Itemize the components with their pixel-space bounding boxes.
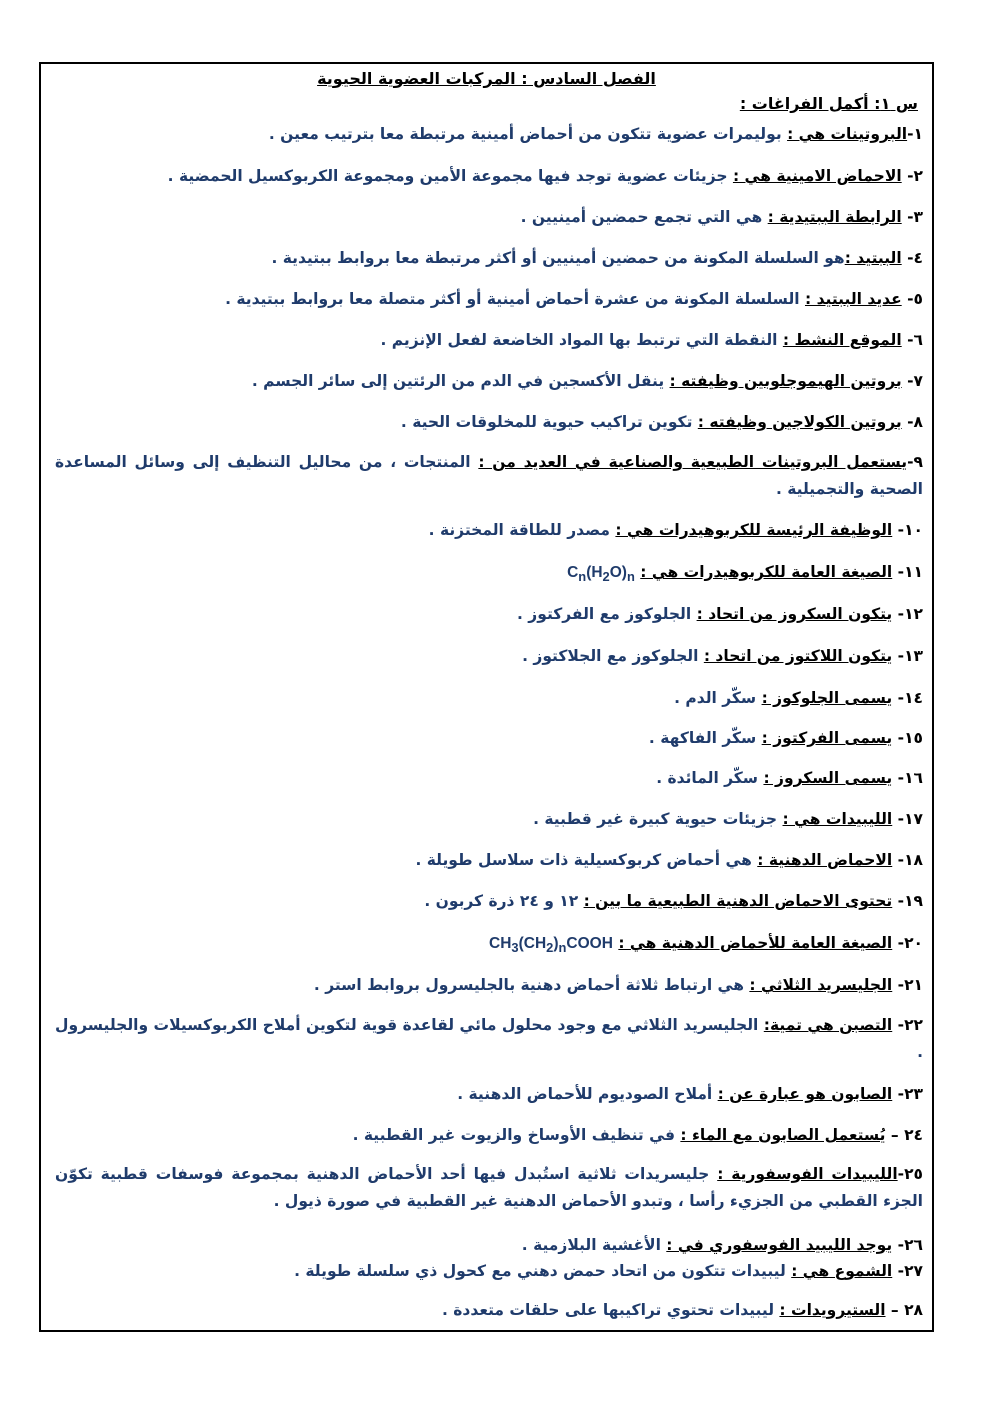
list-item: ٦- الموقع النشط : النقطة التي ترتبط بها المواد الخاضعة لفعل الإنزيم . — [380, 331, 923, 349]
list-item: ٢٣- الصابون هو عبارة عن : أملاح الصوديوم للأحماض الدهنية . — [457, 1085, 923, 1103]
carbohydrate-formula: $C_n(H_2O)_n$ — [567, 564, 635, 585]
list-item: ٧- بروتين الهيموجلوبين وظيفته : ينقل الأكسجين في الدم من الرئتين إلى سائر الجسم . — [251, 372, 923, 390]
list-item: ٢- الاحماض الامينية هي : جزيئات عضوية توجد فيها مجموعة الأمين ومجموعة الكربوكسيل الحمضية . — [167, 167, 923, 185]
list-item: ١٦- يسمى السكروز : سكّر المائدة . — [656, 769, 923, 787]
fatty-acid-formula: $CH_3(CH_2)_nCOOH$ — [489, 935, 613, 956]
list-item: ١٥- يسمى الفركتوز : سكّر الفاكهة . — [648, 729, 923, 747]
list-item: ٣- الرابطة الببتيدية : هي التي تجمع حمضين أمينيين . — [520, 208, 923, 226]
list-item: ٩-يستعمل البروتينات الطبيعية والصناعية في العديد من : المنتجات ، من محاليل التنظيف إلى وسائل المساعدة الصحية والتجميلية . — [55, 453, 923, 498]
list-item: ١-البروتينات هي : بوليمرات عضوية تتكون من أحماض أمينية مرتبطة معا بترتيب معين . — [268, 125, 923, 143]
list-item: ١٠- الوظيفة الرئيسة للكربوهيدرات هي : مصدر للطاقة المختزنة . — [428, 521, 923, 539]
list-item: ٥- عديد الببتيد : السلسلة المكونة من عشرة أحماض أمينية أو أكثر متصلة معا بروابط ببتيدية . — [225, 290, 923, 308]
list-item: ٢٢- التصبن هي تمية: الجليسريد الثلاثي مع وجود محلول مائي لقاعدة قوية لتكوين أملاح الكربوكسيلات والجليسرول . — [55, 1016, 924, 1061]
list-item: ٢٤ – يُستعمل الصابون مع الماء : في تنظيف الأوساخ والزيوت غير القطبية . — [352, 1126, 923, 1144]
list-item: ١١- الصيغة العامة للكربوهيدرات هي : $C_n(H_2O)_n$ — [567, 563, 923, 585]
list-item: ١٩- تحتوى الاحماض الدهنية الطبيعية ما بين : ١٢ و ٢٤ ذرة كربون . — [424, 892, 923, 910]
list-item: ٨- بروتين الكولاجين وظيفته : تكوين تراكيب حيوية للمخلوقات الحية . — [400, 413, 923, 431]
list-item: ٤- الببتيد :هو السلسلة المكونة من حمضين أمينيين أو أكثر مرتبطة معا بروابط ببتيدية . — [271, 249, 923, 267]
question-header: س ١: أكمل الفراغات : — [739, 94, 918, 113]
list-item: ١٧- الليبيدات هي : جزيئات حيوية كبيرة غير قطبية . — [533, 810, 923, 828]
list-item: ١٣- يتكون اللاكتوز من اتحاد : الجلوكوز مع الجلاكتوز . — [522, 647, 923, 665]
list-item: ٢٦- يوجد الليبيد الفوسفوري في : الأغشية البلازمية . — [521, 1236, 923, 1254]
list-item: ١٨- الاحماض الدهنية : هي أحماض كربوكسيلية ذات سلاسل طويلة . — [415, 851, 923, 869]
list-item: ٢١- الجليسريد الثلاثي : هي ارتباط ثلاثة أحماض دهنية بالجليسرول بروابط استر . — [313, 976, 923, 994]
list-item: ٢٧- الشموع هي : ليبيدات تتكون من اتحاد حمض دهني مع كحول ذي سلسلة طويلة . — [294, 1262, 923, 1280]
page-frame — [39, 62, 934, 1332]
page-title: الفصل السادس : المركبات العضوية الحيوية — [317, 69, 656, 88]
list-item: ٢٨ – الستيرويدات : ليبيدات تحتوي تراكيبها على حلقات متعددة . — [442, 1301, 923, 1319]
list-item: ٢٠- الصيغة العامة للأحماض الدهنية هي : $CH_3(CH_2)_nCOOH$ — [489, 934, 923, 956]
list-item: ٢٥-الليبيدات الفوسفورية : جليسريدات ثلاثية استُبدل فيها أحد الأحماض الدهنية بمجموعة فوسفات قطبية تكوّن الجزء القطبي من الجزيء رأسا ، وتبدو الأحماض الدهنية غير القطبية في صورة ذيول . — [55, 1165, 923, 1210]
list-item: ١٤- يسمى الجلوكوز : سكّر الدم . — [674, 689, 923, 707]
list-item: ١٢- يتكون السكروز من اتحاد : الجلوكوز مع الفركتوز . — [517, 605, 923, 623]
